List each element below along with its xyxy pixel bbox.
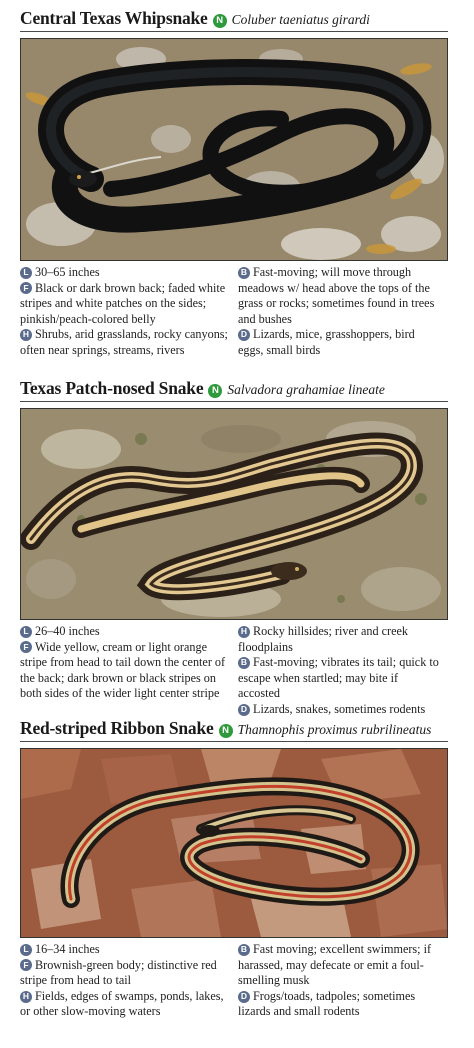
fact-text: Frogs/toads, tadpoles; sometimes lizards and small rodents <box>238 988 416 1019</box>
species-facts <box>20 265 448 359</box>
species-entry-whipsnake <box>20 8 448 359</box>
behavior-badge-icon: B <box>238 944 250 956</box>
species-facts <box>20 942 448 1020</box>
length-badge-icon: L <box>20 626 32 638</box>
native-badge: N <box>219 724 233 738</box>
species-photo-ribbon-snake <box>20 748 448 938</box>
fact-diet <box>238 989 442 1020</box>
ribbon-snake-illustration <box>21 749 447 937</box>
scientific-name: Coluber taeniatus girardi <box>231 12 370 27</box>
fact-text: 30–65 inches <box>35 265 100 279</box>
fact-behavior <box>238 265 442 327</box>
scientific-name: Thamnophis proximus rubrilineatus <box>237 722 432 737</box>
fact-habitat <box>20 327 228 358</box>
species-header <box>20 8 448 32</box>
facts-left-column <box>20 942 234 1020</box>
fact-behavior <box>238 942 442 989</box>
features-badge-icon: F <box>20 641 32 653</box>
fact-length <box>20 624 228 640</box>
species-header <box>20 718 448 742</box>
fact-features <box>20 281 228 328</box>
patch-nosed-illustration <box>21 409 447 619</box>
behavior-badge-icon: B <box>238 657 250 669</box>
fact-length <box>20 942 228 958</box>
native-badge: N <box>208 384 222 398</box>
fact-text: Fast-moving; will move through meadows w/ head above the tops of the grass or rocks; sometimes found in trees and bushes <box>238 265 435 326</box>
whipsnake-illustration <box>21 39 447 260</box>
species-facts <box>20 624 448 718</box>
species-title: Texas Patch-nosed Snake <box>20 378 204 398</box>
facts-left-column <box>20 624 234 718</box>
diet-badge-icon: D <box>238 329 250 341</box>
facts-right-column <box>234 942 448 1020</box>
habitat-badge-icon: H <box>20 329 32 341</box>
behavior-badge-icon: B <box>238 267 250 279</box>
species-photo-whipsnake <box>20 38 448 261</box>
fact-diet <box>238 702 442 718</box>
habitat-badge-icon: H <box>238 626 250 638</box>
species-entry-patch-nosed <box>20 378 448 718</box>
species-photo-patch-nosed <box>20 408 448 620</box>
length-badge-icon: L <box>20 267 32 279</box>
features-badge-icon: F <box>20 959 32 971</box>
fact-text: Rocky hillsides; river and creek floodplains <box>238 624 409 654</box>
diet-badge-icon: D <box>238 991 250 1003</box>
species-header <box>20 378 448 402</box>
species-title: Central Texas Whipsnake <box>20 8 208 28</box>
scientific-name: Salvadora grahamiae lineate <box>227 382 385 397</box>
fact-diet <box>238 327 442 358</box>
fact-text: Shrubs, arid grasslands, rocky canyons; often near springs, streams, rivers <box>20 327 228 357</box>
fact-text: Brownish-green body; distinctive red stripe from head to tail <box>20 957 217 988</box>
native-badge: N <box>213 14 227 28</box>
fact-habitat <box>238 624 442 655</box>
habitat-badge-icon: H <box>20 991 32 1003</box>
fact-features <box>20 640 228 702</box>
fact-text: Black or dark brown back; faded white stripes and white patches on the sides; pinkish/peach-colored belly <box>20 280 226 326</box>
fact-text: Wide yellow, cream or light orange stripe from head to tail down the center of the back; dark brown or black stripes on both sides of the wider light center stripe <box>20 639 226 701</box>
fact-length <box>20 265 228 281</box>
fact-text: Fast moving; excellent swimmers; if harassed, may defecate or emit a foul-smelling musk <box>238 942 432 988</box>
facts-left-column <box>20 265 234 359</box>
facts-right-column <box>234 265 448 359</box>
length-badge-icon: L <box>20 944 32 956</box>
species-entry-ribbon-snake <box>20 718 448 1020</box>
fact-behavior <box>238 655 442 702</box>
facts-right-column <box>234 624 448 718</box>
fact-text: Lizards, snakes, sometimes rodents <box>253 701 426 716</box>
fact-text: 16–34 inches <box>35 942 100 956</box>
features-badge-icon: F <box>20 282 32 294</box>
fact-habitat <box>20 989 228 1020</box>
fact-features <box>20 958 228 989</box>
species-title: Red-striped Ribbon Snake <box>20 718 214 738</box>
fact-text: Fields, edges of swamps, ponds, lakes, or other slow-moving waters <box>20 988 224 1019</box>
diet-badge-icon: D <box>238 704 250 716</box>
fact-text: Lizards, mice, grasshoppers, bird eggs, small birds <box>238 327 415 357</box>
fact-text: 26–40 inches <box>35 624 100 638</box>
fact-text: Fast-moving; vibrates its tail; quick to escape when startled; may bite if accosted <box>238 655 439 701</box>
